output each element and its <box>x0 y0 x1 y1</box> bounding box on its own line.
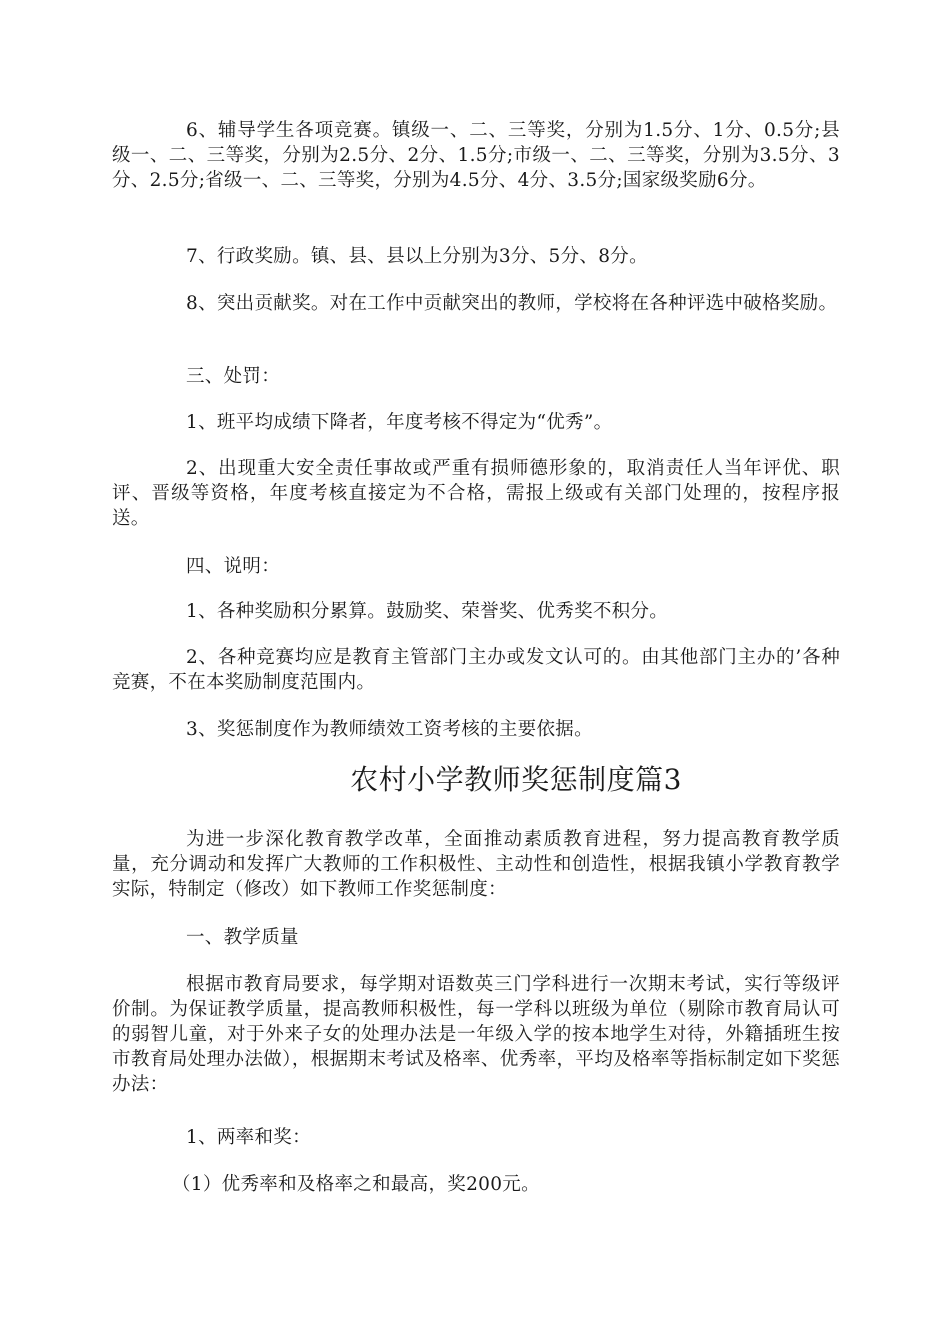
paragraph-administrative-award: 7、行政奖励。镇、县、县以上分别为3分、5分、8分。 <box>186 246 648 267</box>
paragraph-penalty-1: 1、班平均成绩下降者，年度考核不得定为“优秀”。 <box>186 412 613 433</box>
heading-teaching-quality: 一、教学质量 <box>186 927 299 948</box>
heading-notes: 四、说明： <box>186 556 281 577</box>
paragraph-award-200: （1）优秀率和及格率之和最高，奖200元。 <box>172 1174 540 1195</box>
paragraph-note-3: 3、奖惩制度作为教师绩效工资考核的主要依据。 <box>186 719 593 740</box>
section-title: 农村小学教师奖惩制度篇3 <box>350 763 682 796</box>
paragraph-note-2: 2、各种竞赛均应是教育主管部门主办或发文认可的。由其他部门主办的’各种竞赛，不在本奖励制度范围内。 <box>112 647 840 693</box>
paragraph-outstanding-contribution: 8、突出贡献奖。对在工作中贡献突出的教师，学校将在各种评选中破格奖励。 <box>186 293 838 314</box>
paragraph-note-1: 1、各种奖励积分累算。鼓励奖、荣誉奖、优秀奖不积分。 <box>186 601 669 622</box>
heading-two-rates: 1、两率和奖： <box>186 1127 311 1148</box>
heading-penalty: 三、处罚： <box>186 366 281 387</box>
paragraph-intro: 为进一步深化教育教学改革，全面推动素质教育进程，努力提高教育教学质量，充分调动和发挥广大教师的工作积极性、主动性和创造性，根据我镇小学教育教学实际，特制定（修改）如下教师工作奖惩制度： <box>112 829 840 900</box>
paragraph-competition-award: 6、辅导学生各项竞赛。镇级一、二、三等奖，分别为1.5分、1分、0.5分;县级一、二、三等奖，分别为2.5分、2分、1.5分;市级一、二、三等奖，分别为3.5分、3分、2.5分;省级一、二、三等奖，分别为4.5分、4分、3.5分;国家级奖励6分。 <box>112 120 840 191</box>
paragraph-teaching-quality: 根据市教育局要求，每学期对语数英三门学科进行一次期末考试，实行等级评价制。为保证教学质量，提高教师积极性，每一学科以班级为单位（剔除市教育局认可的弱智儿童，对于外来子女的处理办法是一年级入学的按本地学生对待，外籍插班生按市教育局处理办法做），根据期末考试及格率、优秀率，平均及格率等指标制定如下奖惩办法： <box>112 974 840 1095</box>
paragraph-penalty-2: 2、出现重大安全责任事故或严重有损师德形象的，取消责任人当年评优、职评、晋级等资格，年度考核直接定为不合格，需报上级或有关部门处理的，按程序报送。 <box>112 458 840 529</box>
